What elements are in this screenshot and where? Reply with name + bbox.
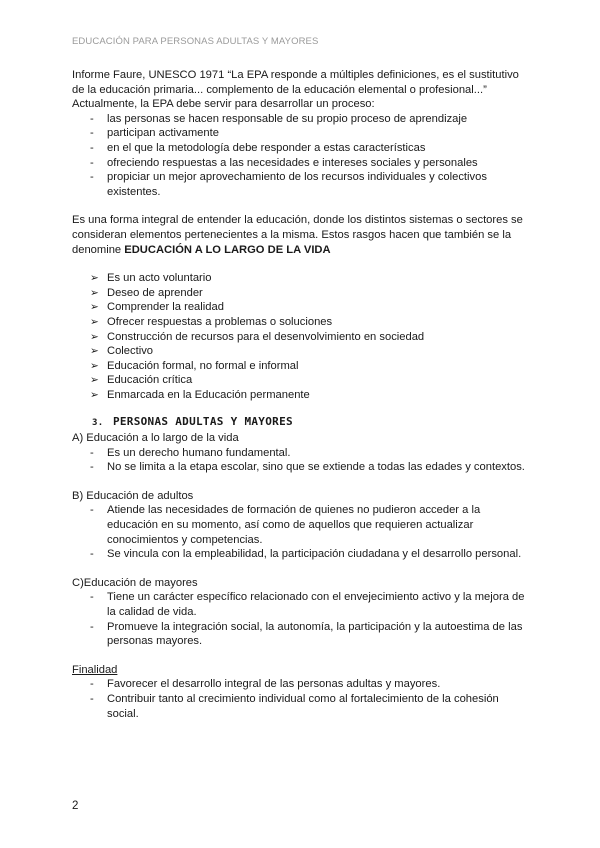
integral-line-1: Es una forma integral de entender la educación, donde los distintos sistemas o sectores se — [72, 214, 523, 227]
list-item: ➢ Educación crítica — [72, 373, 532, 388]
list-item: - las personas se hacen responsable de su propio proceso de aprendizaje — [72, 112, 532, 127]
finalidad-title: Finalidad — [72, 663, 118, 676]
lifelong-learning-term: EDUCACIÓN A LO LARGO DE LA VIDA — [124, 243, 331, 256]
list-item: ➢ Deseo de aprender — [72, 286, 532, 301]
list-item: ➢ Enmarcada en la Educación permanente — [72, 388, 532, 403]
section-title-text: PERSONAS ADULTAS Y MAYORES — [112, 415, 293, 429]
subsection-b-title: B) Educación de adultos — [72, 489, 194, 502]
list-item: - propiciar un mejor aprovechamiento de los recursos individuales y colectivos existentes. — [72, 170, 532, 199]
list-item: - No se limita a la etapa escolar, sino que se extiende a todas las edades y contextos. — [72, 460, 532, 475]
intro-line-3: Actualmente, la EPA debe servir para desarrollar un proceso: — [72, 98, 375, 111]
list-item: ➢ Construcción de recursos para el desenvolvimiento en sociedad — [72, 330, 532, 345]
list-item: - ofreciendo respuestas a las necesidades e intereses sociales y personales — [72, 156, 532, 171]
subsection-c-list — [72, 590, 532, 648]
list-item: - Se vincula con la empleabilidad, la participación ciudadana y el desarrollo personal. — [72, 547, 532, 562]
page-header: EDUCACIÓN PARA PERSONAS ADULTAS Y MAYORES — [72, 36, 319, 47]
list-item: - Promueve la integración social, la autonomía, la participación y la autoestima de las personas mayores. — [72, 620, 532, 649]
section-number: 3. — [92, 418, 104, 429]
list-item: ➢ Comprender la realidad — [72, 300, 532, 315]
list-item: ➢ Educación formal, no formal e informal — [72, 359, 532, 374]
list-item: - Atiende las necesidades de formación de quienes no pudieron acceder a la educación en su momento, así como de aquellos que requieren actualizar conocimientos y competencias. — [72, 503, 532, 547]
integral-line-2: consideran elementos pertenecientes a la misma. Estos rasgos hacen que también se la — [72, 228, 512, 241]
list-item: - en el que la metodología debe responder a estas características — [72, 141, 532, 156]
list-item: ➢ Colectivo — [72, 344, 532, 359]
list-item: - participan activamente — [72, 126, 532, 141]
finalidad-list — [72, 677, 532, 721]
subsection-a-list — [72, 446, 532, 475]
list-item: - Es un derecho humano fundamental. — [72, 446, 532, 461]
list-item: ➢ Ofrecer respuestas a problemas o soluciones — [72, 315, 532, 330]
page-content — [72, 68, 532, 721]
list-item: - Contribuir tanto al crecimiento individual como al fortalecimiento de la cohesión social. — [72, 692, 532, 721]
subsection-b-list — [72, 503, 532, 561]
intro-line-2: de la educación primaria... complemento de la educación elemental o profesional...” — [72, 83, 487, 96]
integral-line-3 — [72, 243, 532, 258]
list-item: ➢ Es un acto voluntario — [72, 271, 532, 286]
features-list — [72, 271, 532, 402]
list-item: - Tiene un carácter específico relacionado con el envejecimiento activo y la mejora de la calidad de vida. — [72, 590, 532, 619]
integral-prefix: denomine — [72, 243, 125, 256]
section-3-title — [72, 415, 532, 431]
subsection-a-title: A) Educación a lo largo de la vida — [72, 432, 239, 445]
subsection-c-title: C)Educación de mayores — [72, 576, 198, 589]
process-list — [72, 112, 532, 200]
list-item: - Favorecer el desarrollo integral de las personas adultas y mayores. — [72, 677, 532, 692]
intro-line-1: Informe Faure, UNESCO 1971 “La EPA responde a múltiples definiciones, es el sustitutivo — [72, 69, 519, 81]
page-number: 2 — [72, 800, 79, 812]
